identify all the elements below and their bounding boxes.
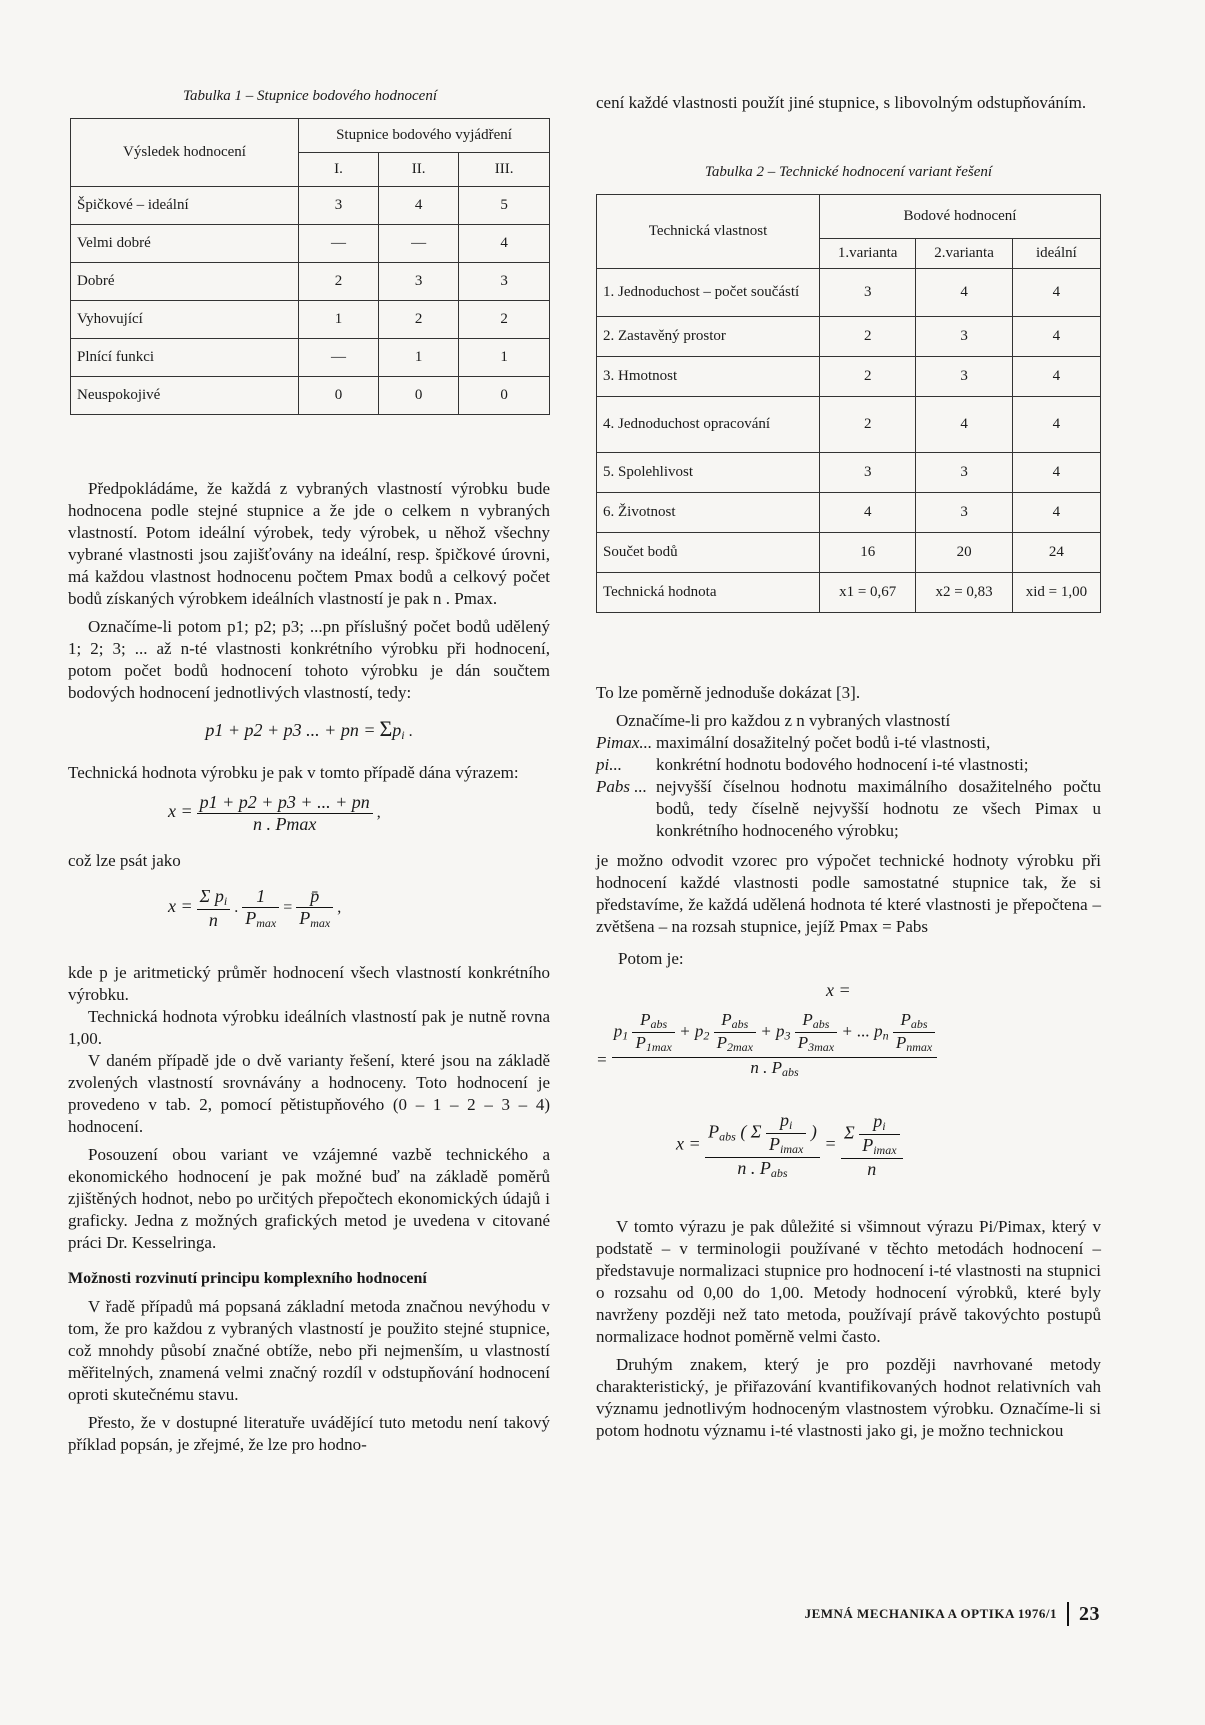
definition-value: konkrétní hodnotu bodového hodnocení i-té vlastnosti; (656, 755, 1029, 774)
table-cell: 3 (820, 269, 916, 317)
paragraph: Označíme-li pro každou z n vybraných vlastností (616, 711, 951, 730)
table1 (70, 118, 550, 415)
page-footer (760, 1602, 1100, 1626)
formula-normalized: x = = $p_1$ $\frac{P_{abs}}{P_{1max}}$ + $p_2$ $\frac{P_{abs}}{P_{2max}}$ + $p_3$ $\frac{P_{abs}}{P_{3max}}$ + ... $p_n$ $\frac{P_{abs}}{P_{nmax}}$ n . $P_{abs}$ x = $P_{abs}$ ( Σ $\frac{p_i}{P_{imax}}$ ) n . $P_{abs}$ = Σ $\frac{p_i}{P_{imax}}$ n (596, 970, 1101, 1190)
formula-x-mean: x = $\frac{\Sigma p_i}{n}$ . $\frac{1}{P_{max}}$ = $\frac{p̄}{P_{max}}$ , (168, 886, 342, 930)
table-row (597, 317, 1101, 357)
table-cell: 0 (379, 377, 459, 415)
table2-row-label: Součet bodů (597, 533, 820, 573)
table-cell: 3 (916, 453, 1012, 493)
paragraph: Předpokládáme, že každá z vybraných vlastností výrobku bude hodnocena podle stejné stupnice a že jde o celkem n vybraných vlastností. Potom ideální výrobek, tedy výrobek, u něhož všechny vybrané vlastnosti jsou zajišťovány na ideální, resp. špičkové úrovni, má každou vlastnost hodnocenu počtem Pmax bodů a celkový počet bodů získaných výrobkem ideálních vlastností je pak n . Pmax. (68, 479, 550, 608)
table-cell: 4 (916, 269, 1012, 317)
table-row (71, 377, 550, 415)
table1-header-scale: Stupnice bodového vyjádření (299, 119, 550, 153)
table-row (597, 397, 1101, 453)
table-row (597, 533, 1101, 573)
table1-row-label: Neuspokojivé (71, 377, 299, 415)
table2-col-label: ideální (1012, 239, 1100, 269)
table-cell: 4 (1012, 269, 1100, 317)
table-row (71, 263, 550, 301)
table1-row-label: Vyhovující (71, 301, 299, 339)
table-cell: 4 (1012, 357, 1100, 397)
paragraph: kde p je aritmetický průměr hodnocení všech vlastností konkrétního výrobku. (68, 963, 550, 1004)
table-cell: 3 (916, 317, 1012, 357)
table-cell: xid = 1,00 (1012, 573, 1100, 613)
table2-row-label: 5. Spolehlivost (597, 453, 820, 493)
page-number: 23 (1079, 1602, 1100, 1625)
table1-row-label: Dobré (71, 263, 299, 301)
table2 (596, 194, 1101, 613)
table-row (597, 493, 1101, 533)
definition-key: pi... (596, 755, 622, 774)
table1-row-label: Špičkové – ideální (71, 187, 299, 225)
table1-col-label: I. (299, 153, 379, 187)
formula-sum-lhs: p1 + p2 + p3 ... + pn = (205, 720, 376, 740)
table-cell: — (299, 339, 379, 377)
formula-x-numerator: p1 + p2 + p3 + ... + pn (197, 792, 373, 814)
table-cell: 5 (459, 187, 550, 225)
table1-row-label: Plnící funkci (71, 339, 299, 377)
paragraph: cení každé vlastnosti použít jiné stupnice, s libovolným odstupňováním. (596, 93, 1087, 112)
definition-value: maximální dosažitelný počet bodů i-té vlastnosti, (656, 733, 991, 752)
table-cell: 4 (379, 187, 459, 225)
table-row (71, 187, 550, 225)
paragraph: Posouzení obou variant ve vzájemné vazbě technického a ekonomického hodnocení je pak možné buď na základě poměrů zjištěných hodnot, nebo po určitých přepočtech ekonomických údajů i graficky. Jedna z možných grafických metod je uvedena v citované práci Dr. Kesselringa. (68, 1145, 550, 1252)
table-cell: 2 (820, 397, 916, 453)
table2-caption: Tabulka 2 – Technické hodnocení variant řešení (704, 164, 993, 180)
table2-row-label: 1. Jednoduchost – počet součástí (597, 269, 820, 317)
table1-header-result: Výsledek hodnocení (71, 119, 299, 187)
paragraph: Označíme-li potom p1; p2; p3; ...pn příslušný počet bodů udělený 1; 2; 3; ... až n-té vlastnosti konkrétního výrobku při hodnocení, potom počet bodů hodnocení tohoto výrobku je dán součtem bodových hodnocení jednotlivých vlastností, tedy: (68, 617, 550, 702)
paragraph: Druhým znakem, který je pro později navrhované metody charakteristický, je přiřazování kvantifikovaných hodnot relativních vah významu jednotlivým hodnoceným vlastnostem výrobku. Označíme-li si potom hodnotu významu i-té vlastnosti jako gi, je možno technickou (596, 1355, 1101, 1440)
table2-col-label: 1.varianta (820, 239, 916, 269)
footer-divider (1067, 1602, 1069, 1626)
table-cell: 1 (299, 301, 379, 339)
table-row (597, 453, 1101, 493)
formula-x-denominator: n . Pmax (252, 814, 317, 834)
table-cell: x2 = 0,83 (916, 573, 1012, 613)
table-cell: 4 (1012, 317, 1100, 357)
paragraph: Technická hodnota výrobku ideálních vlastností pak je nutně rovna 1,00. (68, 1007, 550, 1048)
paragraph: Technická hodnota výrobku je pak v tomto případě dána výrazem: (68, 763, 519, 782)
table-cell: 3 (459, 263, 550, 301)
table2-row-label: 4. Jednoduchost opracování (597, 397, 820, 453)
definition-item (596, 754, 1101, 776)
paragraph: což lze psát jako (68, 851, 181, 870)
section-heading: Možnosti rozvinutí principu komplexního hodnocení (68, 1270, 427, 1287)
table-cell: 2 (820, 357, 916, 397)
left-column (68, 478, 550, 1456)
table2-row-label: 6. Životnost (597, 493, 820, 533)
paragraph: Potom je: (618, 949, 684, 968)
table-cell: 2 (820, 317, 916, 357)
table-cell: 3 (820, 453, 916, 493)
table-cell: 3 (916, 493, 1012, 533)
table-cell: 2 (299, 263, 379, 301)
table-cell: 2 (379, 301, 459, 339)
definition-item (596, 776, 1101, 842)
paragraph: V řadě případů má popsaná základní metoda značnou nevýhodu v tom, že pro každou z vybraných vlastností je použito stejné stupnice, což mnohdy působí značné obtíže, nebo při nejmenším, u vlastností měřitelných, znamená velmi značný rozdíl v odstupňování hodnocení oproti skutečnému stavu. (68, 1297, 550, 1404)
table1-col-label: II. (379, 153, 459, 187)
table-cell: 4 (1012, 493, 1100, 533)
formula-x: x = $\frac{p1 + p2 + p3 + ... + pn}{n . Pmax}$ , (168, 792, 381, 834)
table1-col-label: III. (459, 153, 550, 187)
table2-row-label: Technická hodnota (597, 573, 820, 613)
paragraph: Přesto, že v dostupné literatuře uvádějící tuto metodu není takový příklad popsán, je zřejmé, že lze pro hodno- (68, 1413, 550, 1454)
table-row (71, 225, 550, 263)
table1-caption: Tabulka 1 – Stupnice bodového hodnocení (183, 88, 437, 104)
table-cell: 16 (820, 533, 916, 573)
table-row (71, 301, 550, 339)
table-cell: — (379, 225, 459, 263)
table-cell: 4 (820, 493, 916, 533)
table-cell: 4 (916, 397, 1012, 453)
table2-row-label: 3. Hmotnost (597, 357, 820, 397)
table-cell: 2 (459, 301, 550, 339)
formula-sum: p1 + p2 + p3 ... + pn = $\Sigma p_i$ . (205, 716, 413, 742)
table-cell: — (299, 225, 379, 263)
paragraph: To lze poměrně jednoduše dokázat [3]. (596, 683, 861, 702)
table2-row-label: 2. Zastavěný prostor (597, 317, 820, 357)
table1-row-label: Velmi dobré (71, 225, 299, 263)
table-row (597, 573, 1101, 613)
right-column-top (596, 92, 1101, 114)
journal-name: JEMNÁ MECHANIKA A OPTIKA 1976/1 (804, 1606, 1057, 1621)
table-cell: 4 (1012, 397, 1100, 453)
table-cell: x1 = 0,67 (820, 573, 916, 613)
table2-col-label: 2.varianta (916, 239, 1012, 269)
table-row (597, 357, 1101, 397)
table-cell: 20 (916, 533, 1012, 573)
definition-key: Pabs ... (596, 777, 647, 796)
table-cell: 0 (299, 377, 379, 415)
table2-header-points: Bodové hodnocení (820, 195, 1101, 239)
table-cell: 3 (379, 263, 459, 301)
table-cell: 4 (459, 225, 550, 263)
table-cell: 1 (459, 339, 550, 377)
table-row (71, 339, 550, 377)
table-cell: 24 (1012, 533, 1100, 573)
table-cell: 0 (459, 377, 550, 415)
paragraph: je možno odvodit vzorec pro výpočet technické hodnoty výrobku při hodnocení každé vlastnosti podle samostatné stupnice tak, že si představíme, že každá udělená hodnota té které vlastnosti je přepočtena – zvětšena – na rozsah stupnice, jejíž Pmax = Pabs (596, 851, 1101, 936)
definition-value: nejvyšší číselnou hodnotu maximálního dosažitelného počtu bodů, tedy číselně nejvyšší hodnotu ze všech Pimax u konkrétního hodnoceného výrobku; (656, 777, 1101, 840)
table-cell: 3 (916, 357, 1012, 397)
paragraph: V daném případě jde o dvě varianty řešení, které jsou na základě zvolených vlastností srovnávány a hodnoceny. Toto hodnocení je provedeno v tab. 2, pomocí pětistupňového (0 – 1 – 2 – 3 – 4) hodnocení. (68, 1051, 550, 1136)
table-cell: 3 (299, 187, 379, 225)
definition-item (596, 732, 1101, 754)
right-column (596, 682, 1101, 1442)
definition-key: Pimax... (596, 733, 653, 752)
paragraph: V tomto výrazu je pak důležité si všimnout výrazu Pi/Pimax, který v podstatě – v terminologii používané v těchto metodách hodnocení – představuje normalizaci stupnice pro hodnocení i-té vlastnosti na stupnici o rozsahu od 0,00 do 1,00. Metody hodnocení výrobků, které byly navrženy později než tato metoda, používají právě takovýchto postupů normalizace hodnot poměrně velmi často. (596, 1217, 1101, 1346)
table-cell: 4 (1012, 453, 1100, 493)
table-cell: 1 (379, 339, 459, 377)
table2-header-prop: Technická vlastnost (597, 195, 820, 269)
table-row (597, 269, 1101, 317)
